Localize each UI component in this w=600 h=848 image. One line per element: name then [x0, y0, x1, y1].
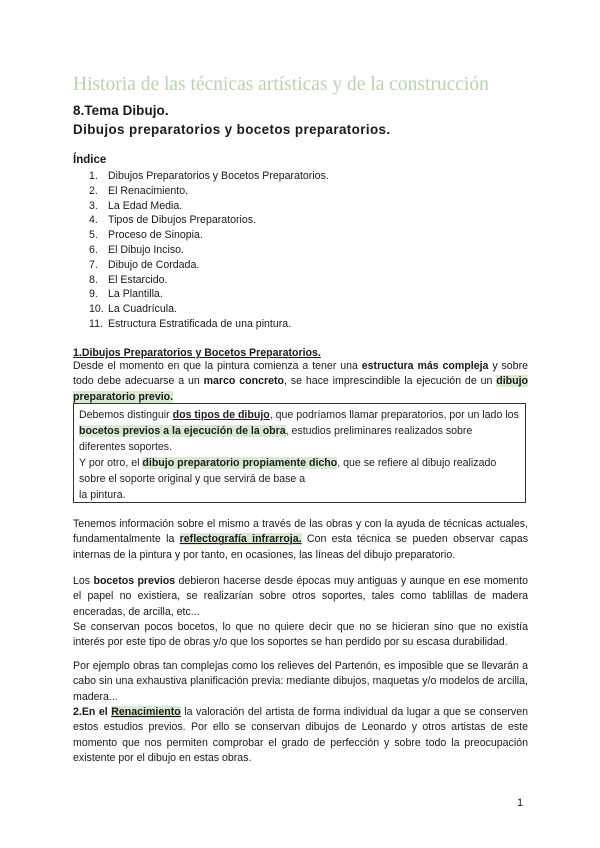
definition-text: Debemos distinguir dos tipos de dibujo, que podríamos llamar preparatorios, por un lado los bocetos previos a la ejecución de la obra, estudios preliminares realizados sobre diferentes soportes. Y por otro, el dibujo preparatorio propiamente dicho, que se refiere al dibujo realizado sobre el soporte original y que servirá de base a la pintura. [79, 409, 519, 501]
index-item: 8. El Estarcido. [89, 273, 168, 286]
paragraph-conservacion: Se conservan pocos bocetos, lo que no quiere decir que no se hicieran sino que no existía interés por este tipo de obras y/o que los soportes se han perdido por su escasa durabilidad. [73, 621, 528, 649]
index-item: 3. La Edad Media. [89, 199, 183, 212]
topic-subtitle: Dibujos preparatorios y bocetos preparatorios. [73, 122, 391, 137]
index-item: 11. Estructura Estratificada de una pintura. [89, 317, 292, 330]
index-list [89, 169, 329, 332]
section-2-paragraph: 2.En el Renacimiento la valoración del artista de forma individual da lugar a que se conserven estos estudios previos. Por ello se conservan dibujos de Leonardo y otros artistas de este momento que nos permiten comprobar el grado de perfección y sobre todo la preocupación existente por el dibujo en estas obras. [73, 706, 528, 765]
paragraph-bocetos: Los bocetos previos debieron hacerse desde épocas muy antiguas y aunque en ese momento el papel no existiera, se realizarían sobre otros soportes, tales como tablillas de madera enceradas, de arcilla, etc... [73, 575, 528, 618]
paragraph-partenon: Por ejemplo obras tan complejas como los relieves del Partenón, es imposible que se llevarán a cabo sin una exhaustiva planificación previa: mediante dibujos, maquetas y/o modelos de arcilla, madera... [73, 660, 528, 703]
index-item: 1. Dibujos Preparatorios y Bocetos Preparatorios. [89, 170, 329, 182]
index-heading: Índice [73, 154, 107, 166]
paragraph-reflectografia: Tenemos información sobre el mismo a través de las obras y con la ayuda de técnicas actuales, fundamentalmente la reflectografía infrarroja. Con esta técnica se pueden observar capas internas de la pintura y por tanto, en ocasiones, las líneas del dibujo preparatorio. [73, 518, 528, 561]
index-item: 5. Proceso de Sinopia. [89, 229, 203, 242]
section-1-heading: 1.Dibujos Preparatorios y Bocetos Preparatorios. [73, 347, 321, 359]
index-item: 6. El Dibujo Inciso. [89, 243, 184, 256]
topic-title: 8.Tema Dibujo. [73, 103, 169, 118]
index-item: 10. La Cuadrícula. [89, 303, 177, 316]
index-item: 9. La Plantilla. [89, 288, 163, 301]
definition-box [73, 403, 526, 503]
page-number: 1 [517, 797, 524, 809]
index-item: 7. Dibujo de Cordada. [89, 258, 200, 271]
section-1-intro: Desde el momento en que la pintura comienza a tener una estructura más compleja y sobre todo debe adecuarse a un marco concreto, se hace imprescindible la ejecución de un dibujo preparatorio previo. [73, 360, 528, 403]
index-item: 4. Tipos de Dibujos Preparatorios. [89, 214, 256, 227]
document-title: Historia de las técnicas artísticas y de la construcción [73, 74, 489, 95]
index-item: 2. El Renacimiento. [89, 184, 189, 197]
